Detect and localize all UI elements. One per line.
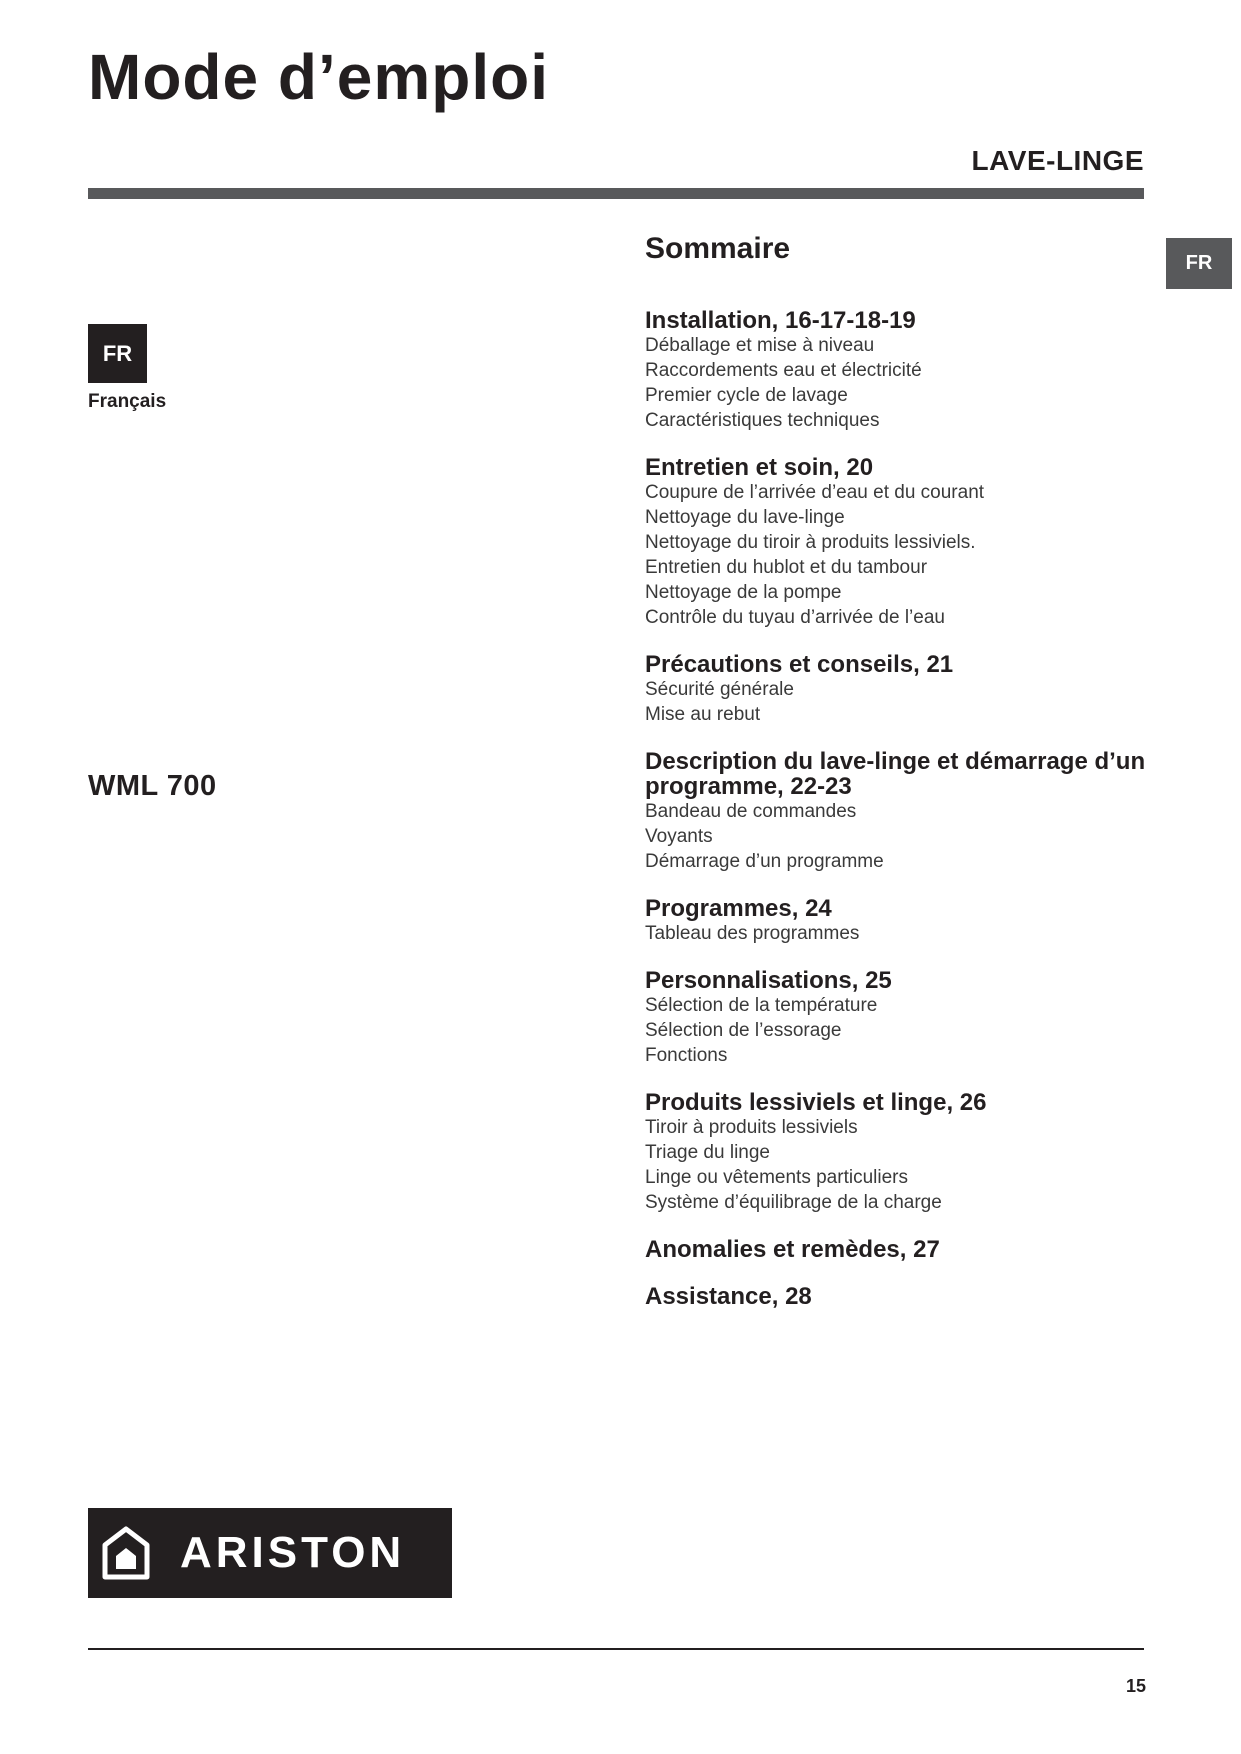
toc-item: Démarrage d’un programme xyxy=(645,851,884,872)
house-icon xyxy=(102,1526,150,1580)
toc-section-heading: Description du lave-linge et démarrage d’un programme, 22-23 xyxy=(645,748,1146,800)
toc-section xyxy=(645,968,1165,1068)
toc-section-heading: Précautions et conseils, 21 xyxy=(645,651,954,678)
model-name: WML 700 xyxy=(88,770,217,802)
toc-item: Fonctions xyxy=(645,1045,728,1066)
page-number: 15 xyxy=(1125,1676,1146,1696)
toc-item: Tiroir à produits lessiviels xyxy=(645,1117,858,1138)
product-type: LAVE-LINGE xyxy=(971,145,1144,176)
toc-section xyxy=(645,652,1165,727)
toc-item: Premier cycle de lavage xyxy=(645,385,848,406)
brand-logo xyxy=(88,1508,452,1598)
toc-sections xyxy=(645,308,1165,1309)
header-rule xyxy=(88,188,1144,199)
toc-item: Voyants xyxy=(645,826,713,847)
toc-section xyxy=(645,308,1165,433)
toc-item: Système d’équilibrage de la charge xyxy=(645,1192,942,1213)
toc-section xyxy=(645,1090,1165,1215)
toc-item: Nettoyage de la pompe xyxy=(645,582,842,603)
toc-section-heading: Installation, 16-17-18-19 xyxy=(645,307,916,334)
toc-item: Linge ou vêtements particuliers xyxy=(645,1167,908,1188)
table-of-contents xyxy=(645,232,1165,1331)
footer-rule xyxy=(88,1648,1144,1650)
toc-item: Raccordements eau et électricité xyxy=(645,360,922,381)
toc-section-heading: Anomalies et remèdes, 27 xyxy=(645,1236,940,1263)
toc-item: Bandeau de commandes xyxy=(645,801,857,822)
toc-item: Sécurité générale xyxy=(645,679,794,700)
toc-section xyxy=(645,896,1165,946)
toc-item: Tableau des programmes xyxy=(645,923,860,944)
toc-item: Nettoyage du lave-linge xyxy=(645,507,845,528)
document-title: Mode d’emploi xyxy=(88,41,549,113)
toc-item: Entretien du hublot et du tambour xyxy=(645,557,928,578)
toc-item: Contrôle du tuyau d’arrivée de l’eau xyxy=(645,607,945,628)
toc-section-heading: Produits lessiviels et linge, 26 xyxy=(645,1089,987,1116)
toc-section xyxy=(645,1237,1165,1262)
language-badge: FR xyxy=(88,324,147,383)
toc-item: Sélection de l’essorage xyxy=(645,1020,842,1041)
toc-item: Mise au rebut xyxy=(645,704,761,725)
language-side-tab: FR xyxy=(1166,238,1232,289)
toc-item: Triage du linge xyxy=(645,1142,770,1163)
toc-item: Déballage et mise à niveau xyxy=(645,335,875,356)
toc-section-heading: Personnalisations, 25 xyxy=(645,967,892,994)
toc-item: Sélection de la température xyxy=(645,995,878,1016)
toc-section xyxy=(645,455,1165,630)
toc-item: Caractéristiques techniques xyxy=(645,410,880,431)
toc-section xyxy=(645,1284,1165,1309)
toc-section-heading: Programmes, 24 xyxy=(645,895,832,922)
toc-item: Coupure de l’arrivée d’eau et du courant xyxy=(645,482,985,503)
toc-item: Nettoyage du tiroir à produits lessiviels. xyxy=(645,532,976,553)
toc-section-heading: Assistance, 28 xyxy=(645,1283,812,1310)
toc-title: Sommaire xyxy=(645,232,791,265)
toc-section-heading: Entretien et soin, 20 xyxy=(645,454,874,481)
language-name: Français xyxy=(88,391,167,412)
toc-section xyxy=(645,749,1165,874)
brand-name: ARISTON xyxy=(180,1528,406,1577)
